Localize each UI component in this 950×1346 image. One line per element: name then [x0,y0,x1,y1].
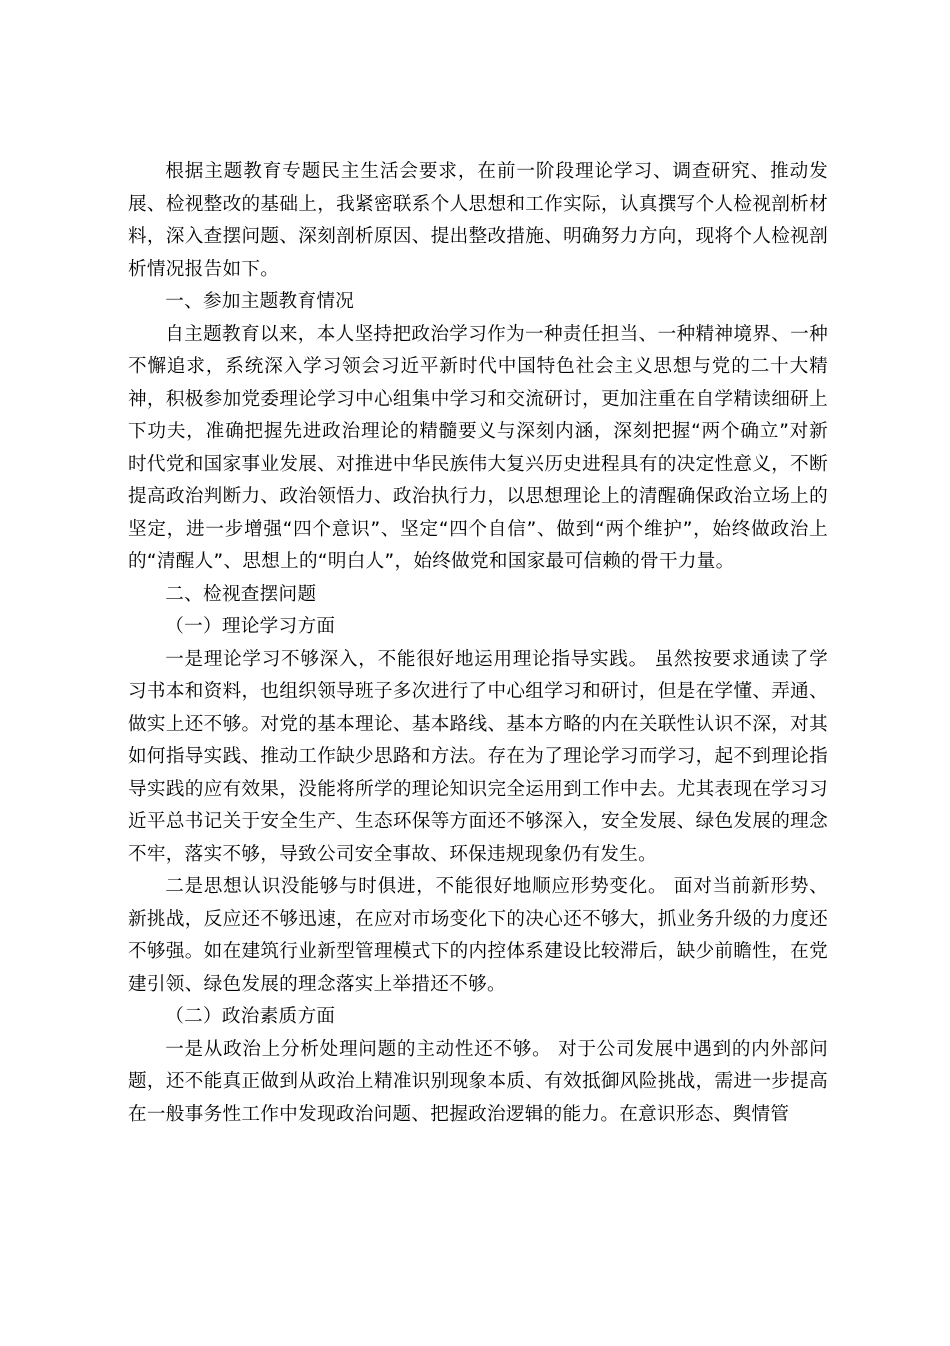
theory-problem-2: 二是思想认识没能够与时俱进，不能很好地顺应形势变化。 面对当前新形势、新挑战，反应还不够迅速，在应对市场变化下的决心还不够大，抓业务升级的力度还不够强。如在建筑行业新型管理模式下的内控体系建设比较滞后，缺少前瞻性，在党建引领、绿色发展的理念落实上举措还不够。 [128,876,828,995]
subsection-heading-political: （二）政治素质方面 [165,1006,336,1027]
subsection-heading-theory: （一）理论学习方面 [165,616,336,637]
section-heading-1: 一、参加主题教育情况 [165,291,355,312]
section-1-paragraph: 自主题教育以来，本人坚持把政治学习作为一种责任担当、一种精神境界、一种不懈追求，系统深入学习领会习近平新时代中国特色社会主义思想与党的二十大精神，积极参加党委理论学习中心组集中学习和交流研讨，更加注重在自学精读细研上下功夫，准确把握先进政治理论的精髓要义与深刻内涵，深刻把握“两个确立”对新时代党和国家事业发展、对推进中华民族伟大复兴历史进程具有的决定性意义，不断提高政治判断力、政治领悟力、政治执行力，以思想理论上的清醒确保政治立场上的坚定，进一步增强“四个意识”、坚定“四个自信”、做到“两个维护”，始终做政治上的“清醒人”、思想上的“明白人”，始终做党和国家最可信赖的骨干力量。 [128,323,828,572]
section-heading-2: 二、检视查摆问题 [165,583,317,605]
intro-paragraph: 根据主题教育专题民主生活会要求，在前一阶段理论学习、调查研究、推动发展、检视整改的基础上，我紧密联系个人思想和工作实际，认真撰写个人检视剖析材料，深入查摆问题、深刻剖析原因、提出整改措施、明确努力方向，现将个人检视剖析情况报告如下。 [128,161,828,280]
document-body [128,156,828,1131]
political-problem-1: 一是从政治上分析处理问题的主动性还不够。 对于公司发展中遇到的内外部问题，还不能真正做到从政治上精准识别现象本质、有效抵御风险挑战，需进一步提高在一般事务性工作中发现政治问题、把握政治逻辑的能力。在意识形态、舆情管 [128,1038,828,1125]
theory-problem-1: 一是理论学习不够深入，不能很好地运用理论指导实践。 虽然按要求通读了学习书本和资料，也组织领导班子多次进行了中心组学习和研讨，但是在学懂、弄通、做实上还不够。对党的基本理论、基本路线、基本方略的内在关联性认识不深，对其如何指导实践、推动工作缺少思路和方法。存在为了理论学习而学习，起不到理论指导实践的应有效果，没能将所学的理论知识完全运用到工作中去。尤其表现在学习习近平总书记关于安全生产、生态环保等方面还不够深入，安全发展、绿色发展的理念不牢，落实不够，导致公司安全事故、环保违规现象仍有发生。 [128,648,828,865]
